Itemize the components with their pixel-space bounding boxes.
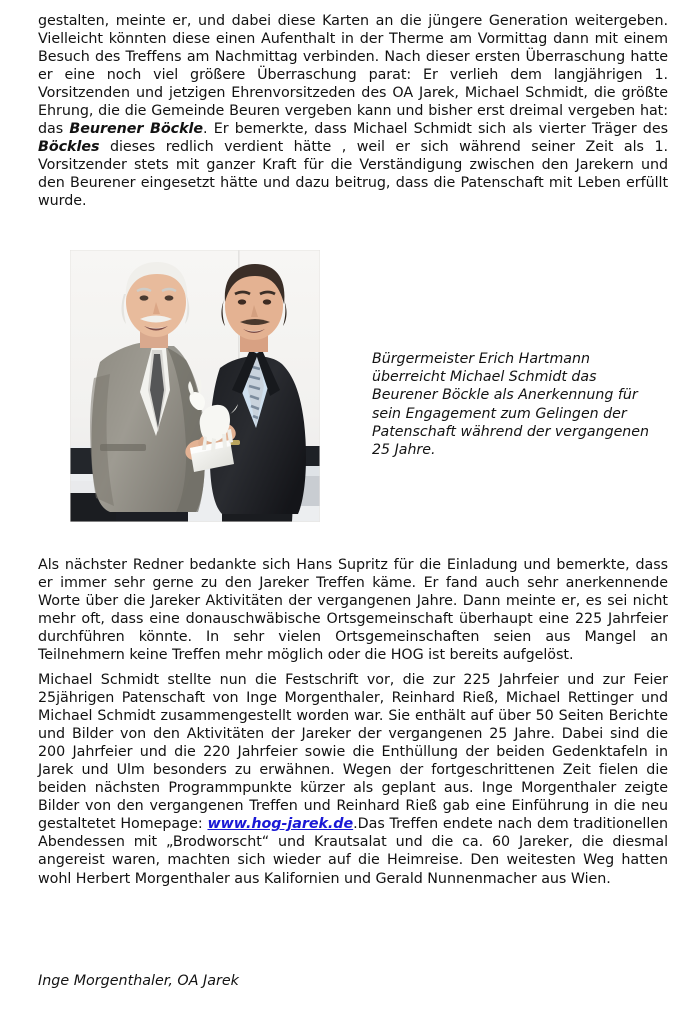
paragraph-supritz-text: Als nächster Redner bedankte sich Hans Supritz für die Einladung und bemerkte, dass er immer sehr gerne zu den Jareker Treffen käme. Er fand auch sehr anerkennende Worte über die Jareker Aktivitäten der vergangenen Jahre. Dann meinte er, es sei nicht mehr oft, dass eine donauschwäbische Ortsgemeinschaft überhaupt eine 225 Jahrfeier durchführen könnte. In sehr vielen Ortsgemeinschaften seien aus Mangel an Teilnehmern keine Treffen mehr möglich oder die HOG ist bereits aufgelöst. (38, 557, 668, 664)
caption-line-1: Bürgermeister Erich Hartmann (372, 351, 590, 367)
paragraph-intro-text (38, 12, 668, 211)
festschrift-part-1: Michael Schmidt stellte nun die Festschrift vor, die zur 225 Jahrfeier und zur Feier 25jährigen Patenschaft von Inge Morgenthaler, Reinhard Rieß, Michael Rettinger und Michael Schmidt zusammengestellt worden war. Sie enthält auf über 50 Seiten Berichte und Bilder von den Aktivitäten der Jareker der vergangenen 25 Jahre. Dabei sind die 200 Jahrfeier und die 220 Jahrfeier sowie die Enthüllung der beiden Gedenktafeln in Jarek und Ulm besonders zu erwähnen. Wegen der fortgeschrittenen Zeit fielen die beiden nächsten Programmpunkte kürzer als geplant aus. Inge Morgenthaler zeigte Bilder von den vergangenen Treffen und Reinhard Rieß gab eine Einführung in die neu gestaltetet Homepage: (38, 672, 668, 833)
caption-line-3: Beurener Böckle als Anerkennung für (372, 387, 638, 404)
author-signature: Inge Morgenthaler, OA Jarek (38, 973, 239, 989)
paragraph-festschrift (38, 671, 668, 888)
emphasis-beurener-boeckle: Beurener Böckle (69, 121, 204, 138)
intro-part-1: gestalten, meinte er, und dabei diese Karten an die jüngere Generation weitergeben. Vielleicht könnten diese einen Aufenthalt in der Therme am Vormittag dann mit einem Besuch des Treffens am Nachmittag verbinden. Nach dieser ersten Überraschung hatte er eine noch viel größere Überraschung parat: Er verlieh dem langjährigen 1. Vorsitzenden und jetzigen Ehrenvorsitzeden des OA Jarek, Michael Schmidt, die größte Ehrung, die die Gemeinde Beuren vergeben kann und bisher erst dreimal vergeben hat: das (38, 13, 668, 138)
paragraph-supritz (38, 556, 668, 664)
intro-part-3: dieses redlich verdient hätte , weil er sich während seiner Zeit als 1. Vorsitzender stets mit ganzer Kraft für die Verständigung zwischen den Jarekern und den Beurener eingesetzt hätte und dazu beitrug, dass die Patenschaft mit Leben erfüllt wurde. (38, 139, 668, 210)
paragraph-intro (38, 12, 668, 211)
hog-jarek-website-link[interactable]: www.hog-jarek.de (207, 816, 354, 833)
caption-line-5: Patenschaft während der vergangenen (372, 423, 650, 440)
paragraph-festschrift-text (38, 671, 668, 888)
photo-caption (372, 350, 672, 459)
emphasis-boeckles: Böckles (38, 139, 100, 156)
caption-line-6: 25 Jahre. (372, 442, 436, 459)
award-ceremony-photo (70, 250, 320, 522)
caption-line-4: sein Engagement zum Gelingen der (372, 405, 627, 422)
photo-illustration (70, 250, 320, 522)
intro-part-2: . Er bemerkte, dass Michael Schmidt sich als vierter Träger des (203, 121, 668, 138)
caption-line-2: überreicht Michael Schmidt das (372, 369, 597, 386)
festschrift-part-2: .Das Treffen endete nach dem traditionellen Abendessen mit „Brodworscht“ und Krautsalat und die ca. 60 Jareker, die diesmal angereist waren, machten sich wieder auf die Heimreise. Den weitesten Weg hatten wohl Herbert Morgenthaler aus Kalifornien und Gerald Nunnenmacher aus Wien. (38, 816, 668, 887)
